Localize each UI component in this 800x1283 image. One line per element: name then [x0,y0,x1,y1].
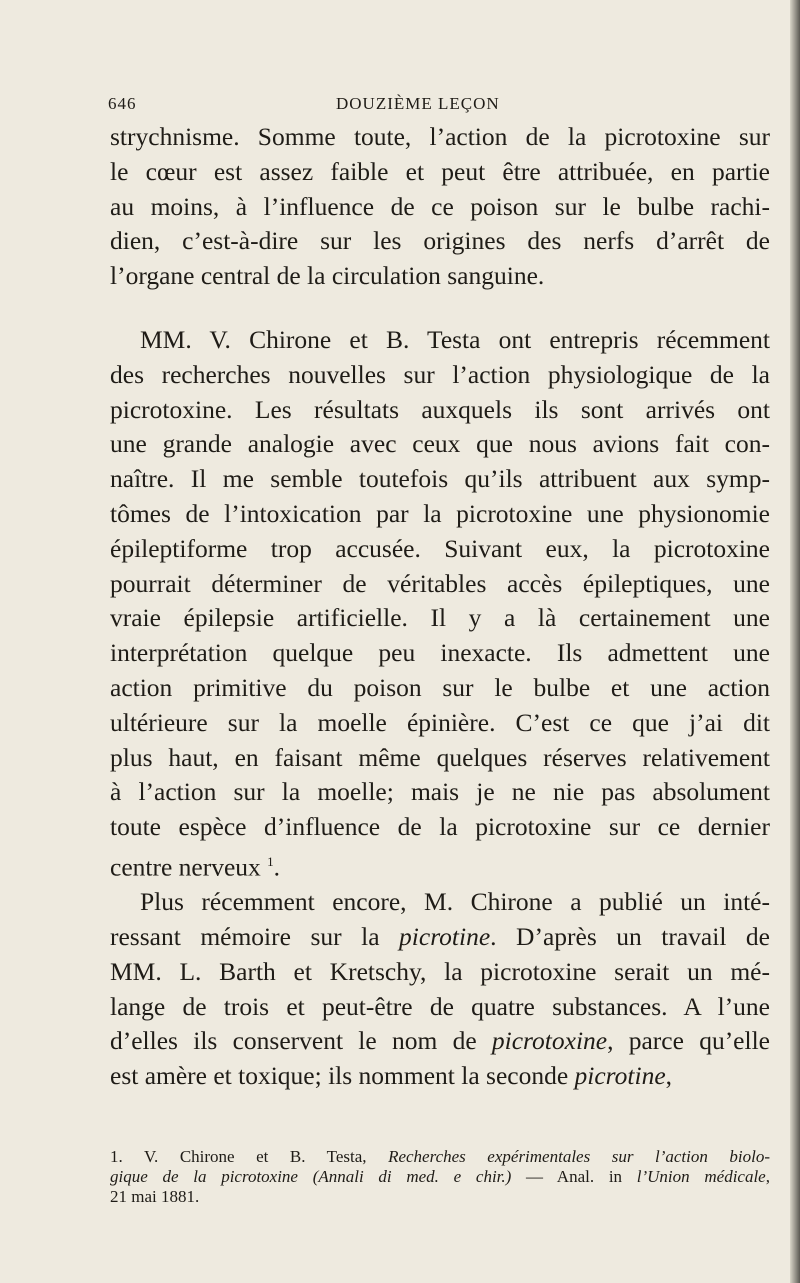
italic-title: l’Union médicale [636,1167,766,1186]
text-line: épileptiforme trop accusée. Suivant eux, la picrotoxine [110,533,770,563]
text-line: picrotoxine. Les résultats auxquels ils sont arrivés ont [110,394,770,424]
page-number: 646 [108,94,137,113]
text-line: à l’action sur la moelle; mais je ne nie pas absolument [110,777,770,807]
footnote-line [110,1147,770,1167]
text-line: vraie épilepsie artificielle. Il y a là certainement une [110,603,770,633]
text-line: action primitive du poison sur le bulbe et une action [110,672,770,702]
text-run: , parce qu’elle [607,1026,770,1056]
text-line [110,845,770,885]
text-run: centre nerveux [110,852,261,882]
text-line: une grande analogie avec ceux que nous avions fait con- [110,429,770,459]
text-line: toute espèce d’influence de la picrotoxine sur ce dernier [110,812,770,842]
text-line: ultérieure sur la moelle épinière. C’est ce que j’ai dit [110,707,770,737]
text-line [110,1059,770,1094]
text-run: . D’après un travail de [490,922,770,952]
page-edge-shadow [790,0,800,1283]
italic-title: Recherches expérimentales sur l’action biolo- [388,1147,770,1166]
text-line: naître. Il me semble toutefois qu’ils attribuent aux symp- [110,464,770,494]
footnote-line: 21 mai 1881. [110,1187,200,1206]
footnote-line [110,1167,770,1187]
text-line [110,1024,770,1059]
paragraph-1 [110,120,770,294]
text-run: — Anal. in [511,1167,637,1186]
text-line: Plus récemment encore, M. Chirone a publié un inté- [140,887,770,917]
text-line: lange de trois et peut-être de quatre substances. A l’une [110,991,770,1021]
footnote [110,1147,770,1207]
text-line: plus haut, en faisant même quelques réserves relativement [110,742,770,772]
running-title: DOUZIÈME LEÇON [336,94,500,113]
text-line: le cœur est assez faible et peut être attribuée, en partie [110,156,770,186]
page-header [108,94,708,118]
text-line: dien, c’est-à-dire sur les origines des nerfs d’arrêt de [110,226,770,256]
text-line: MM. V. Chirone et B. Testa ont entrepris récemment [140,324,770,354]
text-line: au moins, à l’influence de ce poison sur le bulbe rachi- [110,191,770,221]
text-run: . [273,852,281,882]
text-line: interprétation quelque peu inexacte. Ils admettent une [110,638,770,668]
italic-term: picrotoxine [491,1026,608,1056]
text-run: , [765,1167,770,1186]
text-line: l’organe central de la circulation sanguine. [110,261,545,291]
body-text [110,120,770,1094]
italic-term: picrotine [399,922,491,952]
footnote-reference: 1 [267,853,274,869]
text-run: , [665,1061,673,1091]
italic-term: picrotine [574,1061,666,1091]
text-line: pourrait déterminer de véritables accès épileptiques, une [110,568,770,598]
text-line: MM. L. Barth et Kretschy, la picrotoxine serait un mé- [110,956,770,986]
text-run: d’elles ils conservent le nom de [110,1026,492,1056]
text-line [110,920,770,955]
text-line: des recherches nouvelles sur l’action physiologique de la [110,359,770,389]
text-run: ressant mémoire sur la [110,922,400,952]
text-line: tômes de l’intoxication par la picrotoxine une physionomie [110,498,770,528]
text-run: est amère et toxique; ils nomment la seconde [110,1061,575,1091]
text-run: 1. V. Chirone et B. Testa, [110,1147,389,1166]
paragraph-2 [110,323,770,885]
paragraph-3 [110,885,770,1094]
text-line: strychnisme. Somme toute, l’action de la picrotoxine sur [110,122,770,151]
italic-title: gique de la picrotoxine (Annali di med. e chir.) [110,1167,512,1186]
